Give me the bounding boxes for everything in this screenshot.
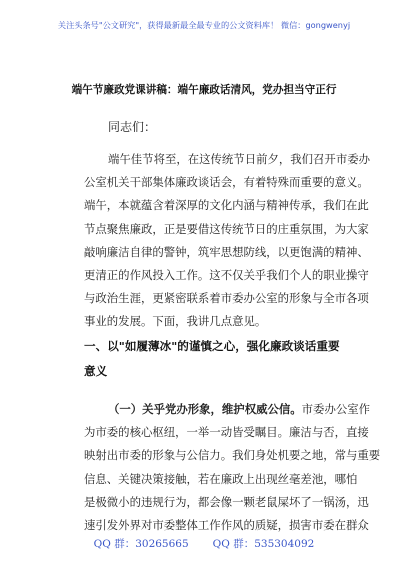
footer-contact xyxy=(0,536,408,551)
document-title: 端午节廉政党课讲稿：端午廉政话清风，党办担当守正行 xyxy=(71,84,337,96)
footer-qq-group-1: QQ 群：30265665 xyxy=(93,538,189,550)
subheading-tail: 市委办公室作 xyxy=(301,402,371,416)
paragraph-line: 为市委的核心枢纽，一举一动皆受瞩目。廉洁与否，直接 xyxy=(84,425,369,440)
subheading-lead: （一）关乎党办形象，维护权威公信。 xyxy=(108,402,302,416)
paragraph-intro xyxy=(84,148,370,334)
salutation: 同志们： xyxy=(108,120,157,134)
paragraph-line: 是极微小的违规行为，都会像一颗老鼠屎坏了一锅汤，迅 xyxy=(84,494,369,509)
paragraph-section-1 xyxy=(84,398,381,537)
paragraph-line: 节点聚焦廉政，正是要借这传统节日的庄重氛围，为大家 xyxy=(84,221,369,236)
header-banner: 关注头条号"公文研究"，获得最新最全最专业的公文资料库！ 微信：gongwenyj xyxy=(57,20,351,30)
heading-line: 一、以"如履薄冰"的谨慎之心，强化廉政谈话重要 xyxy=(84,339,340,353)
section-heading-1 xyxy=(84,334,344,384)
paragraph-line: 更清正的作风投入工作。这不仅关乎我们个人的职业操守 xyxy=(84,268,369,283)
paragraph-line: 映射出市委的形象与公信力。我们身处机要之地，常与重要 xyxy=(84,448,381,463)
paragraph-line: 公室机关干部集体廉政谈话会，有着特殊而重要的意义。 xyxy=(84,175,369,190)
paragraph-line: 与政治生涯，更紧密联系着市委办公室的形象与全市各项 xyxy=(84,291,369,306)
paragraph-line: 端午，本就蕴含着深厚的文化内涵与精神传承，我们在此 xyxy=(84,198,369,213)
heading-line: 意义 xyxy=(84,364,108,378)
paragraph-line: 速引发外界对市委整体工作作风的质疑，损害市委在群众 xyxy=(84,518,369,533)
paragraph-line: 事业的发展。下面，我讲几点意见。 xyxy=(84,314,267,329)
footer-qq-group-2: QQ 群：535304092 xyxy=(212,538,315,550)
paragraph-line: 敲响廉洁自律的警钟，筑牢思想防线，以更饱满的精神、 xyxy=(84,244,369,259)
paragraph-line: 端午佳节将至，在这传统节日前夕，我们召开市委办 xyxy=(108,152,370,166)
paragraph-line xyxy=(84,398,371,421)
paragraph-line: 信息、关键决策接触，若在廉政上出现丝毫差池，哪怕 xyxy=(84,471,358,486)
